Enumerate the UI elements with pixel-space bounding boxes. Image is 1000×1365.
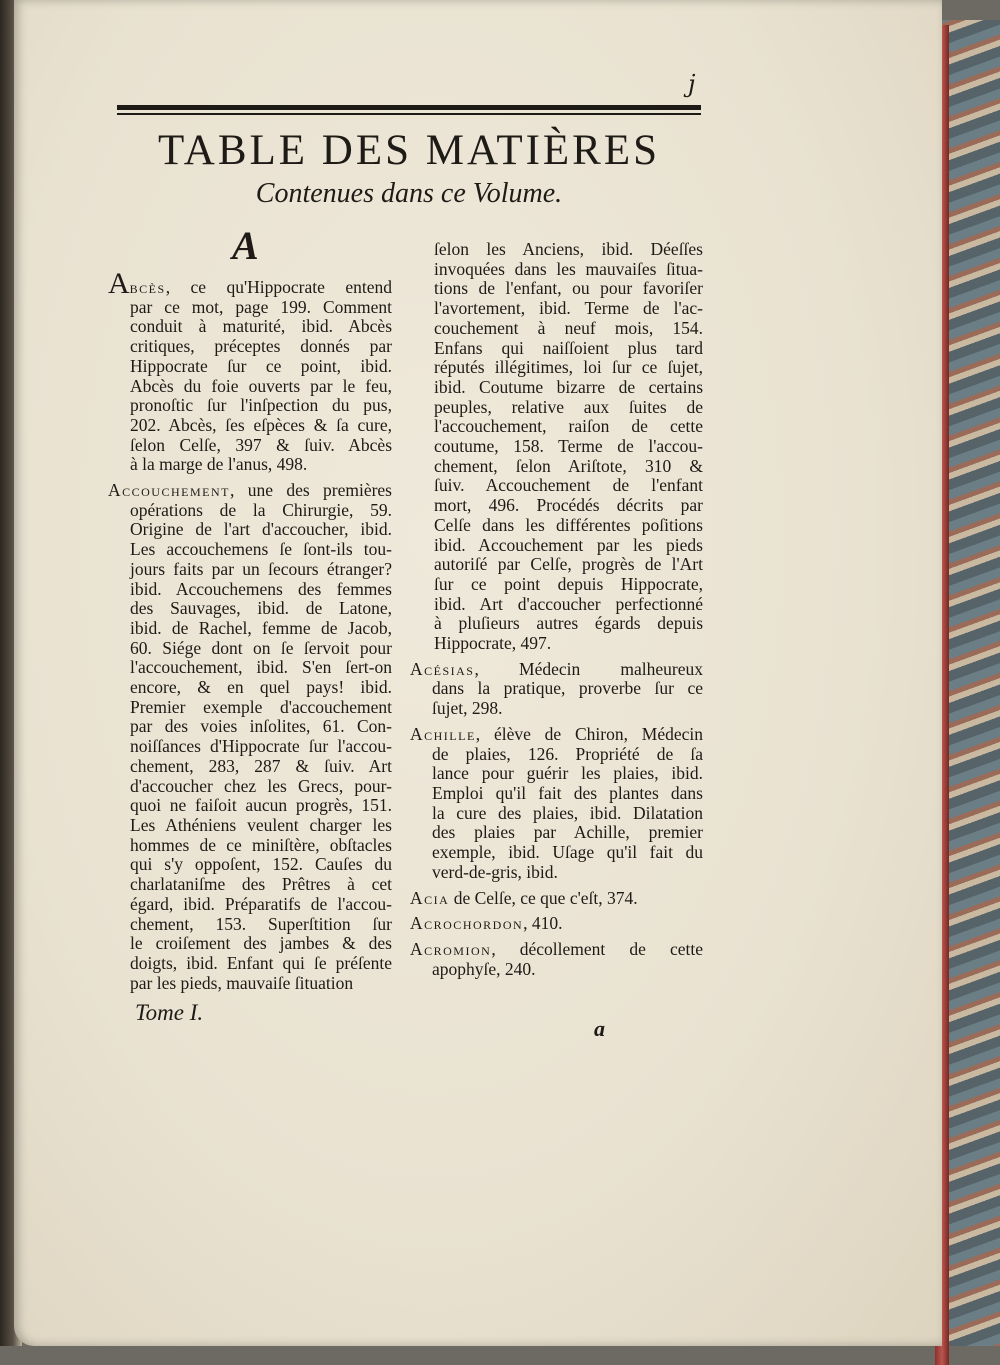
entry-line: chement, ſelon Ariſtote, 310 & bbox=[434, 455, 703, 476]
entry-first-line bbox=[410, 725, 703, 745]
signature-mark: a bbox=[594, 1016, 605, 1041]
entry-line: apophyſe, 240. bbox=[432, 958, 536, 979]
section-letter: A bbox=[232, 223, 259, 268]
entry-line: l'accouchement, ibid. S'en ſert-on bbox=[130, 657, 392, 678]
entry-line: ſelon Celſe, 397 & ſuiv. Abcès bbox=[130, 434, 392, 455]
entry-text: , une des premières bbox=[229, 480, 392, 501]
entry-text: , Médecin malheureux bbox=[474, 658, 703, 679]
entry-line: l'accouchement, raiſon de cette bbox=[434, 416, 703, 437]
entry-line: ibid. Accouchement par les pieds bbox=[434, 534, 703, 555]
entry-line: quoi ne faiſoit aucun progrès, 151. bbox=[130, 795, 392, 816]
headword: Acésias bbox=[410, 658, 475, 679]
index-entry bbox=[410, 660, 703, 719]
entry-line: noiſſances d'Hippocrate ſur l'accou- bbox=[130, 736, 392, 757]
entry-line: Hippocrate ſur ce point, ibid. bbox=[130, 355, 392, 376]
entry-line: jours faits par un ſecours étranger? bbox=[130, 558, 392, 579]
index-entry bbox=[410, 725, 703, 883]
entry-line: ſuiv. Accouchement de l'enfant bbox=[434, 475, 703, 496]
entry-text: , élève de Chiron, Médecin bbox=[475, 723, 703, 744]
entry-line: Premier exemple d'accouchement bbox=[130, 696, 392, 717]
entry-line: exemple, ibid. Uſage qu'il fait du bbox=[432, 842, 703, 863]
entry-line: Les accouchemens ſe ſont-ils tou- bbox=[130, 539, 392, 560]
page-title: TABLE DES MATIÈRES bbox=[157, 127, 661, 174]
entry-line: par des voies inſolites, 61. Con- bbox=[130, 716, 392, 737]
entry-text: , ce qu'Hippocrate entend bbox=[165, 277, 392, 297]
entry-text: de Celſe, ce que c'eſt, 374. bbox=[449, 887, 638, 908]
entry-line: de plaies, 126. Propriété de ſa bbox=[432, 743, 703, 764]
entry-line: charlataniſme des Prêtres à cet bbox=[130, 874, 392, 895]
entry-first-line bbox=[410, 660, 703, 680]
headword: Achille bbox=[410, 723, 476, 744]
entry-line: 202. Abcès, ſes eſpèces & ſa cure, bbox=[130, 414, 392, 435]
volume-footer: Tome I. bbox=[135, 1000, 204, 1025]
entry-line: Abcès du foie ouverts par le feu, bbox=[130, 375, 392, 396]
entry-line: peuples, relative aux ſuites de bbox=[434, 396, 703, 417]
entry-line: chement, 153. Superſtition ſur bbox=[130, 913, 392, 934]
entry-first-line bbox=[410, 889, 703, 909]
entry-line: ſur ce point depuis Hippocrate, bbox=[434, 573, 703, 594]
page-number: j bbox=[688, 70, 696, 98]
entry-line: verd-de-gris, ibid. bbox=[432, 861, 558, 882]
index-column-right bbox=[410, 240, 703, 985]
entry-line: chement, 283, 287 & ſuiv. Art bbox=[130, 755, 392, 776]
entry-line: Origine de l'art d'accoucher, ibid. bbox=[130, 519, 392, 540]
entry-line: d'accoucher chez les Grecs, pour- bbox=[130, 775, 392, 796]
entry-line: la cure des plaies, ibid. Dilatation bbox=[432, 802, 703, 823]
entry-line: Emploi qu'il fait des plantes dans bbox=[432, 782, 703, 803]
header-rule-thin bbox=[117, 113, 701, 115]
entry-line: critiques, préceptes donnés par bbox=[130, 336, 392, 357]
entry-line: par les pieds, mauvaiſe ſituation bbox=[130, 972, 354, 993]
entry-line: ſelon les Anciens, ibid. Déeſſes bbox=[434, 239, 703, 259]
entry-line: Hippocrate, 497. bbox=[434, 633, 552, 654]
entry-line: tions de l'enfant, ou pour favoriſer bbox=[434, 278, 703, 299]
entry-line: dans la pratique, proverbe ſur ce bbox=[432, 678, 703, 699]
index-entry bbox=[108, 267, 392, 475]
entry-line: par ce mot, page 199. Comment bbox=[130, 296, 392, 317]
entry-line: à la marge de l'anus, 498. bbox=[130, 454, 308, 475]
entry-first-line bbox=[410, 914, 703, 934]
entry-line: encore, & en quel pays! ibid. bbox=[130, 677, 392, 698]
entry-line: l'avortement, ibid. Terme de l'ac- bbox=[434, 298, 703, 319]
headword: Acia bbox=[410, 887, 450, 908]
headword: Accouchement bbox=[108, 480, 230, 501]
entry-line: coutume, 158. Terme de l'accou- bbox=[434, 436, 703, 457]
entry-line: des Sauvages, ibid. de Latone, bbox=[130, 598, 392, 619]
entry-first-line bbox=[108, 481, 392, 501]
entry-text: , 410. bbox=[523, 913, 563, 934]
drop-cap: A bbox=[108, 267, 130, 300]
entry-line: qui s'y oppoſent, 152. Cauſes du bbox=[130, 854, 392, 875]
entry-line: conduit à maturité, ibid. Abcès bbox=[130, 316, 392, 337]
entry-line: 60. Siége dont on ſe ſervoit pour bbox=[130, 637, 392, 658]
entry-line: ſujet, 298. bbox=[432, 698, 503, 719]
entry-line: le croiſement des jambes & des bbox=[130, 933, 392, 954]
entry-first-line bbox=[410, 940, 703, 960]
entry-line: Celſe dans les différentes poſitions bbox=[434, 514, 703, 535]
entry-line: Enfans qui naiſſoient plus tard bbox=[434, 337, 703, 358]
headword-rest: bcès bbox=[129, 277, 166, 297]
entry-line: opérations de la Chirurgie, 59. bbox=[130, 499, 392, 520]
entry-line: invoquées dans les mauvaiſes ſitua- bbox=[434, 258, 703, 279]
entry-line: couchement à neuf mois, 154. bbox=[434, 317, 703, 338]
headword: Acromion bbox=[410, 938, 492, 959]
index-column-left bbox=[108, 267, 392, 999]
index-entry bbox=[410, 940, 703, 979]
headword bbox=[108, 267, 166, 300]
index-entry bbox=[410, 914, 703, 934]
entry-line: pronoſtic ſur l'inſpection du pus, bbox=[130, 395, 392, 416]
page-subtitle: Contenues dans ce Volume. bbox=[255, 178, 563, 209]
entry-line: égard, ibid. Préparatifs de l'accou- bbox=[130, 893, 392, 914]
index-entry bbox=[410, 889, 703, 909]
entry-line: des plaies par Achille, premier bbox=[432, 822, 703, 843]
entry-line: réputés illégitimes, loi ſur ce ſujet, bbox=[434, 357, 703, 378]
index-entry bbox=[410, 240, 703, 654]
entry-line: à pluſieurs autres égards depuis bbox=[434, 613, 703, 634]
entry-line: ibid. Coutume bizarre de certains bbox=[434, 376, 703, 397]
entry-line: Les Athéniens veulent charger les bbox=[130, 814, 392, 835]
entry-line: ibid. Art d'accoucher perfectionné bbox=[434, 593, 703, 614]
entry-first-line bbox=[108, 267, 392, 300]
entry-line: mort, 496. Procédés décrits par bbox=[434, 495, 703, 516]
index-entry bbox=[108, 481, 392, 993]
entry-line: hommes de ce miniſtère, obſtacles bbox=[130, 834, 392, 855]
entry-line: ibid. de Rachel, femme de Jacob, bbox=[130, 617, 392, 638]
headword: Acrochordon bbox=[410, 913, 524, 934]
entry-line: ibid. Accouchemens des femmes bbox=[130, 578, 392, 599]
header-rule-thick bbox=[117, 105, 701, 110]
entry-text: , décollement de cette bbox=[491, 938, 703, 959]
entry-line: doigts, ibid. Enfant qui ſe préſente bbox=[130, 952, 392, 973]
entry-line: lance pour guérir les plaies, ibid. bbox=[432, 763, 703, 784]
entry-line: autoriſé par Celſe, progrès de l'Art bbox=[434, 554, 703, 575]
